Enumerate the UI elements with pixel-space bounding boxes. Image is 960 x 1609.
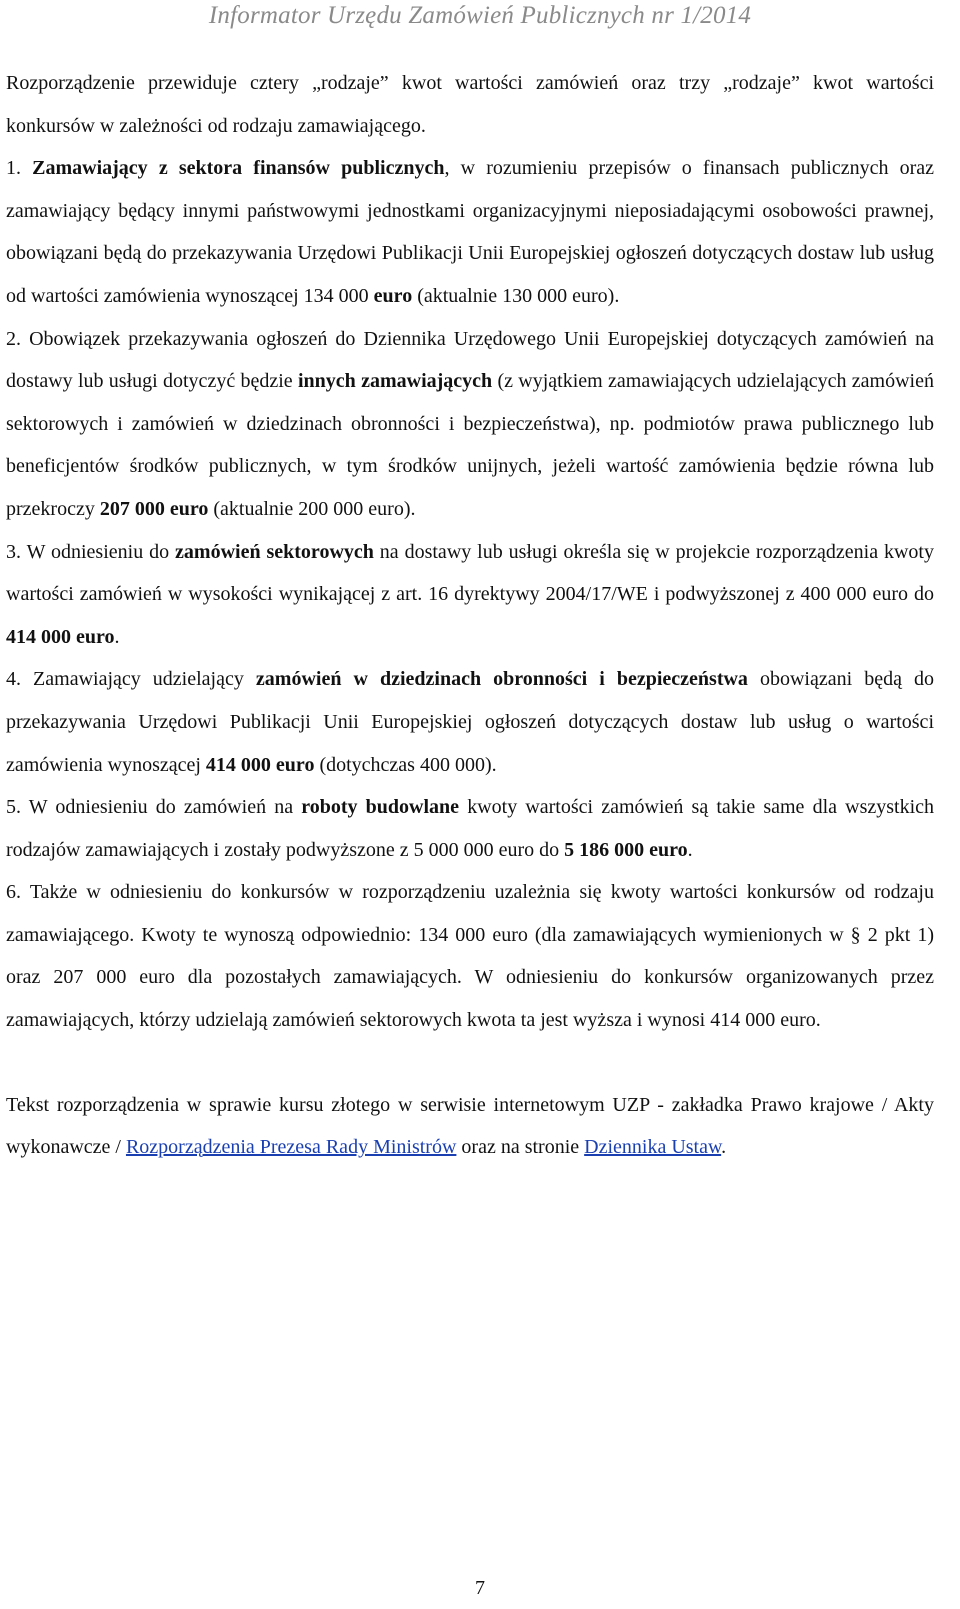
item-1-text: , w rozumieniu przepisów o finansach publicznych oraz zamawiający będący innymi państwowymi jednostkami organizacyjnymi nieposiadającymi osobowości prawnej, obowiązani będą do przekazywania Urzędowi Publikacji Unii Europejskiej ogłoszeń dotyczących dostaw lub usług od wartości zamówienia wynoszącej 134 000 — [6, 157, 934, 307]
item-3-text-mid: na dostawy lub usługi określa się w projekcie rozporządzenia kwoty wartości zamówień w wysokości wynikającej z art. 16 dyrektywy 2004/17/WE i podwyższonej z 400 000 euro do — [6, 540, 934, 606]
final-text-end: . — [721, 1136, 727, 1159]
item-4-number: 4. — [6, 668, 21, 691]
item-2-text-end: (aktualnie 200 000 euro). — [208, 497, 416, 520]
item-4-paragraph — [6, 658, 934, 786]
item-3-text-end: . — [114, 625, 120, 648]
item-2-number: 2. — [6, 327, 21, 350]
final-paragraph — [6, 1084, 934, 1169]
item-3-bold: zamówień sektorowych — [175, 540, 374, 563]
running-header: Informator Urzędu Zamówień Publicznych nr 1/2014 — [208, 2, 752, 29]
item-2-bold: innych zamawiających — [297, 370, 493, 393]
item-1-number: 1. — [6, 157, 21, 180]
item-1-text-end: (aktualnie 130 000 euro). — [412, 284, 620, 307]
item-3-number: 3. — [6, 540, 21, 563]
item-1-bold: Zamawiający z sektora finansów publicznych — [32, 157, 445, 180]
item-5-text-mid: kwoty wartości zamówień są takie same dla wszystkich rodzajów zamawiających i zostały podwyższone z 5 000 000 euro do — [6, 796, 935, 861]
item-2-paragraph — [6, 318, 934, 531]
item-5-text: W odniesieniu do zamówień na — [28, 796, 302, 819]
item-4-text: Zamawiający udzielający — [33, 668, 256, 691]
page-number: 7 — [475, 1577, 485, 1599]
final-text-mid: oraz na stronie — [456, 1136, 585, 1159]
item-4-bold-amount: 414 000 euro — [205, 753, 315, 776]
item-2-bold-amount: 207 000 euro — [99, 497, 209, 520]
paragraph-spacer — [6, 1042, 934, 1084]
document-body — [6, 62, 934, 1169]
item-5-bold-amount: 5 186 000 euro — [564, 838, 688, 861]
item-4-bold: zamówień w dziedzinach obronności i bezpieczeństwa — [255, 668, 748, 691]
link-rozporzadzenia-prezesa-rady-ministrow[interactable]: Rozporządzenia Prezesa Rady Ministrów — [125, 1136, 457, 1159]
item-1-bold-euro: euro — [373, 284, 413, 307]
item-4-text-mid: obowiązani będą do przekazywania Urzędowi Publikacji Unii Europejskiej ogłoszeń dotyczących dostaw lub usług o wartości zamówienia wynoszącej — [6, 668, 934, 776]
item-6-text: Także w odniesieniu do konkursów w rozporządzeniu uzależnia się kwoty wartości konkursów od rodzaju zamawiającego. Kwoty te wynoszą odpowiednio: 134 000 euro (dla zamawiających wymienionych w § 2 pkt 1) oraz 207 000 euro dla pozostałych zamawiających. W odniesieniu do konkursów organizowanych przez zamawiających, którzy udzielają zamówień sektorowych kwota ta jest wyższa i wynosi 414 000 euro. — [6, 881, 934, 1032]
item-6-paragraph — [6, 871, 934, 1041]
item-3-paragraph — [6, 531, 934, 659]
item-6-number: 6. — [6, 881, 21, 904]
item-3-text: W odniesieniu do — [26, 540, 176, 563]
item-5-text-end: . — [687, 838, 693, 861]
final-text: Tekst rozporządzenia w sprawie kursu złotego w serwisie internetowym UZP - zakładka Prawo krajowe / Akty wykonawcze / — [6, 1093, 934, 1159]
item-3-bold-amount: 414 000 euro — [6, 625, 115, 648]
item-1-paragraph — [6, 147, 934, 317]
item-2-text: Obowiązek przekazywania ogłoszeń do Dziennika Urzędowego Unii Europejskiej dotyczących zamówień na dostawy lub usługi dotyczyć będzie — [6, 327, 935, 393]
item-4-text-end: (dotychczas 400 000). — [314, 753, 497, 776]
intro-paragraph: Rozporządzenie przewiduje cztery „rodzaje” kwot wartości zamówień oraz trzy „rodzaje” kwot wartości konkursów w zależności od rodzaju zamawiającego. — [6, 72, 934, 137]
item-5-number: 5. — [6, 796, 21, 819]
link-dziennika-ustaw[interactable]: Dziennika Ustaw — [584, 1136, 722, 1159]
item-2-text-mid: (z wyjątkiem zamawiających udzielających zamówień sektorowych i zamówień w dziedzinach obronności i bezpieczeństwa), np. podmiotów prawa publicznego lub beneficjentów środków publicznych, w tym środków unijnych, jeżeli wartość zamówienia będzie równa lub przekroczy — [6, 370, 934, 520]
item-5-bold: roboty budowlane — [301, 796, 460, 819]
item-5-paragraph — [6, 786, 934, 871]
